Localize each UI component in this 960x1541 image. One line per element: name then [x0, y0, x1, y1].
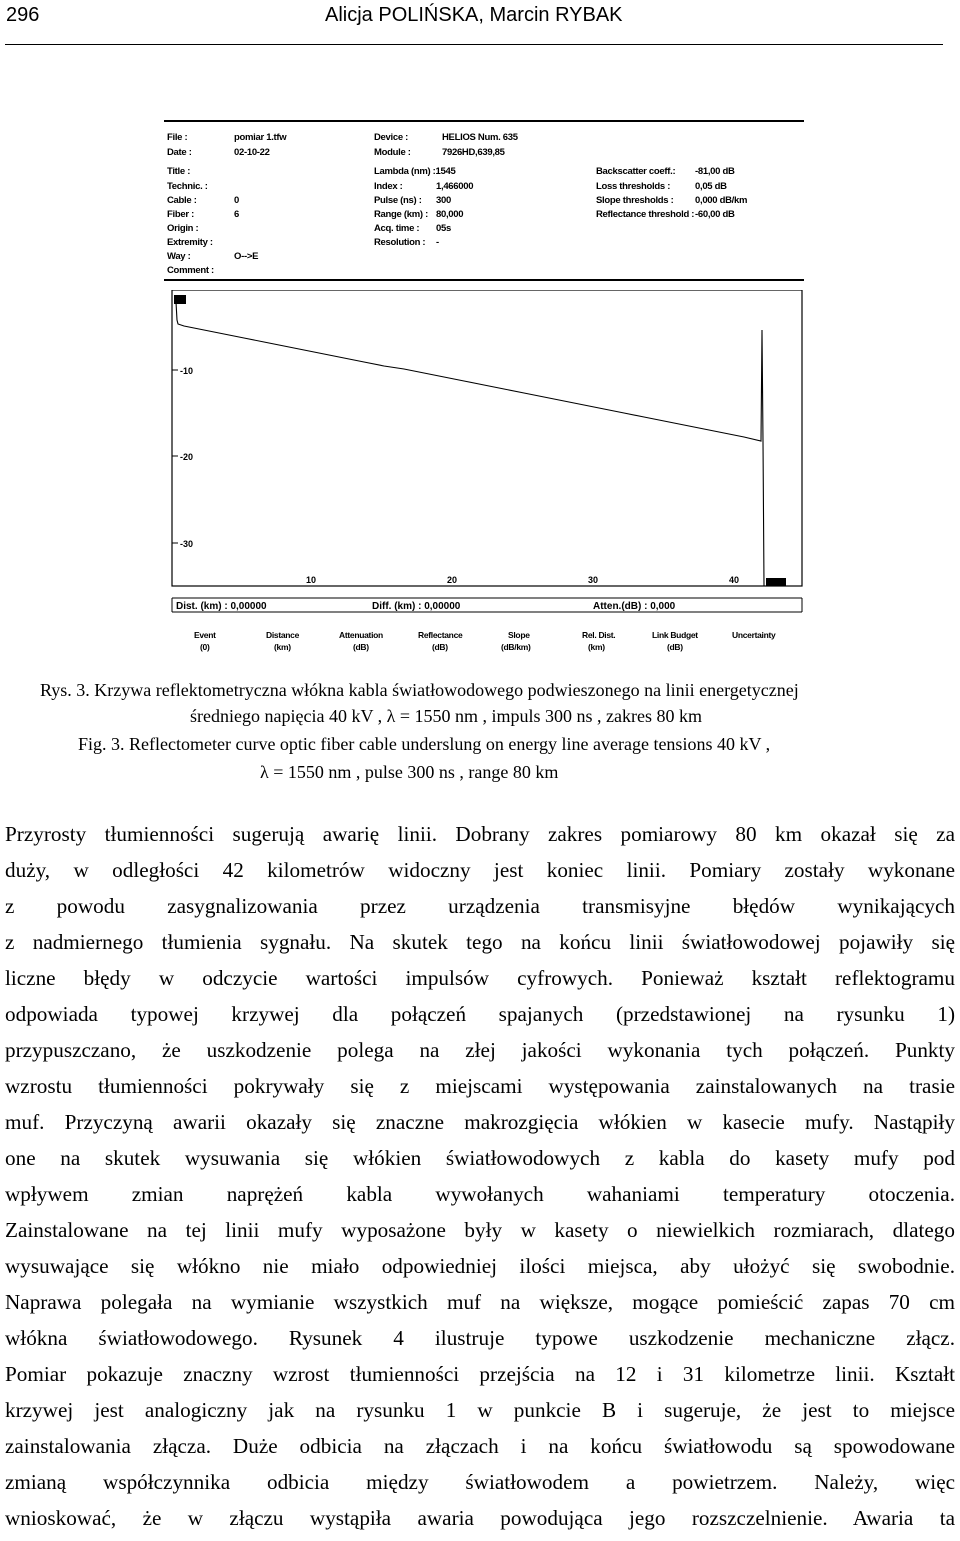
body-line: wpływem zmian naprężeń kabla wywołanych wahaniami temperatury otoczenia. — [5, 1182, 955, 1206]
x-tick-label: 10 — [306, 575, 317, 585]
backscatter-value: -81,00 dB — [695, 166, 735, 177]
loss-threshold-label: Loss thresholds : — [596, 181, 671, 192]
reflectance-threshold-label: Reflectance threshold : — [596, 209, 695, 220]
file-label: File : — [167, 132, 188, 143]
device-value: HELIOS Num. 635 — [442, 132, 518, 143]
date-value: 02-10-22 — [234, 147, 270, 158]
x-axis-ticks — [306, 575, 739, 585]
y-tick-label: -20 — [180, 452, 194, 462]
caption-pl-line-2: średniego napięcia 40 kV , λ = 1550 nm , impuls 300 ns , zakres 80 km — [190, 706, 702, 726]
body-line: wysuwające się włókno nie miało odpowiedniej ilości miejsca, aby ułożyć się swobodnie. — [5, 1254, 955, 1278]
acq-value: 05s — [436, 223, 451, 234]
atten-readout: Atten.(dB) : 0,000 — [593, 601, 676, 612]
pulse-label: Pulse (ns) : — [374, 195, 422, 206]
date-label: Date : — [167, 147, 192, 158]
backscatter-label: Backscatter coeff.: — [596, 166, 676, 177]
reflectance-col-name: Reflectance — [418, 630, 463, 640]
rel-dist-col-unit: (km) — [588, 642, 605, 652]
origin-label: Origin : — [167, 223, 199, 234]
event-table-header — [164, 625, 804, 665]
header-rule-bottom — [164, 279, 804, 281]
body-line: wnioskować, że w złączu wystąpiła awaria powodująca jego rozszczelnienie. Awaria ta — [5, 1506, 955, 1530]
x-tick-label: 30 — [588, 575, 599, 585]
fiber-label: Fiber : — [167, 209, 194, 220]
y-tick-label: -10 — [180, 366, 194, 376]
file-value: pomiar 1.tfw — [234, 132, 287, 143]
end-cursor-marker — [766, 578, 786, 586]
distance-col-unit: (km) — [274, 642, 291, 652]
acq-label: Acq. time : — [374, 223, 420, 234]
slope-threshold-value: 0,000 dB/km — [695, 195, 748, 206]
index-label: Index : — [374, 181, 403, 192]
body-line: Przyrosty tłumienności sugerują awarię linii. Dobrany zakres pomiarowy 80 km okazał się za — [5, 822, 955, 846]
body-line: duży, w odległości 42 kilometrów widoczny jest koniec linii. Pomiary zostały wykonane — [5, 858, 955, 882]
comment-label: Comment : — [167, 265, 214, 276]
resolution-label: Resolution : — [374, 237, 426, 248]
slope-threshold-label: Slope thresholds : — [596, 195, 674, 206]
caption-en-line-2: λ = 1550 nm , pulse 300 ns , range 80 km — [260, 762, 559, 782]
attenuation-col-name: Attenuation — [339, 630, 383, 640]
technic-label: Technic. : — [167, 181, 208, 192]
title-label: Title : — [167, 166, 191, 177]
body-text — [5, 816, 955, 1536]
otdr-measurement-header — [164, 120, 804, 282]
module-label: Module : — [374, 147, 411, 158]
body-line: liczne błędy w odczycie wartości impulsów cyfrowych. Ponieważ kształt reflektogramu — [5, 966, 955, 990]
index-value: 1,466000 — [436, 181, 474, 192]
x-tick-label: 40 — [729, 575, 740, 585]
otdr-figure — [164, 120, 804, 665]
attenuation-col-unit: (dB) — [353, 642, 369, 652]
body-line: odpowiada typowej krzywej dla połączeń spajanych (przedstawionej na rysunku 1) — [5, 1002, 955, 1026]
y-axis-ticks — [172, 366, 193, 549]
header-rule — [5, 44, 943, 45]
pulse-value: 300 — [436, 195, 451, 206]
way-label: Way : — [167, 251, 191, 262]
event-col-name: Event — [194, 630, 216, 640]
plot-frame — [172, 290, 802, 586]
slope-col-unit: (dB/km) — [501, 642, 531, 652]
event-col-unit: (0) — [200, 642, 210, 652]
range-value: 80,000 — [436, 209, 464, 220]
range-label: Range (km) : — [374, 209, 428, 220]
caption-en-line-1: Fig. 3. Reflectometer curve optic fiber cable underslung on energy line average tensions 40 kV , — [78, 734, 771, 754]
body-line: Pomiar pokazuje znaczny wzrost tłumienności przejścia na 12 i 31 kilometrze linii. Kształt — [5, 1362, 955, 1386]
rel-dist-col-name: Rel. Dist. — [582, 630, 616, 640]
reflectance-col-unit: (dB) — [432, 642, 448, 652]
diff-readout: Diff. (km) : 0,00000 — [372, 601, 461, 612]
body-line: włókna światłowodowego. Rysunek 4 ilustruje typowe uszkodzenie mechaniczne złącz. — [5, 1326, 955, 1350]
running-head-authors: Alicja POLIŃSKA, Marcin RYBAK — [325, 4, 623, 26]
body-line: one na skutek wysuwania się włókien światłowodowych z kabla do kasety mufy pod — [5, 1146, 955, 1170]
device-label: Device : — [374, 132, 409, 143]
x-tick-label: 20 — [447, 575, 458, 585]
link-budget-col-name: Link Budget — [652, 630, 698, 640]
slope-col-name: Slope — [508, 630, 530, 640]
fiber-value: 6 — [234, 209, 239, 220]
module-value: 7926HD,639,85 — [442, 147, 505, 158]
body-line: muf. Przyczyną awarii okazały się znaczne makrozgięcia włókien w kasecie mufy. Nastąpiły — [5, 1110, 955, 1134]
body-line: Naprawa polegała na wymianie wszystkich muf na większe, mogące pomieścić zapas 70 cm — [5, 1290, 955, 1314]
y-tick-label: -30 — [180, 539, 194, 549]
body-line: przypuszczano, że uszkodzenie polega na złej jakości wykonania tych połączeń. Punkty — [5, 1038, 955, 1062]
body-line: zainstalowania złącza. Duże odbicia na złączach i na końcu światłowodu są spowodowane — [5, 1434, 955, 1458]
otdr-backscatter-trace — [174, 302, 764, 586]
distance-col-name: Distance — [266, 630, 300, 640]
link-budget-col-unit: (dB) — [667, 642, 683, 652]
body-line: Zainstalowane na tej linii mufy wyposażone były w kasety o niewielkich rozmiarach, dlatego — [5, 1218, 955, 1242]
body-line: z nadmiernego tłumienia sygnału. Na skutek tego na końcu linii światłowodowej pojawiły się — [5, 930, 955, 954]
resolution-value: - — [436, 237, 439, 248]
page-number: 296 — [6, 4, 40, 26]
cable-value: 0 — [234, 195, 239, 206]
lambda-label: Lambda (nm) :1545 — [374, 166, 456, 177]
header-rule-top — [164, 120, 804, 122]
way-value: O-->E — [234, 251, 259, 262]
loss-threshold-value: 0,05 dB — [695, 181, 727, 192]
cable-label: Cable : — [167, 195, 197, 206]
otdr-trace-plot — [164, 290, 804, 620]
uncertainty-col-name: Uncertainty — [732, 630, 776, 640]
dist-readout: Dist. (km) : 0,00000 — [176, 601, 267, 612]
body-line: krzywej jest analogiczny jak na rysunku 1 w punkcie B i sugeruje, że jest to miejsce — [5, 1398, 955, 1422]
body-line: z powodu zasygnalizowania przez urządzenia transmisyjne błędów wynikających — [5, 894, 955, 918]
body-line: zmianą współczynnika odbicia między światłowodem a powietrzem. Należy, więc — [5, 1470, 955, 1494]
body-line: wzrostu tłumienności pokrywały się z miejscami występowania zainstalowanych na trasie — [5, 1074, 955, 1098]
extremity-label: Extremity : — [167, 237, 213, 248]
reflectance-threshold-value: -60,00 dB — [695, 209, 735, 220]
caption-pl-line-1: Rys. 3. Krzywa reflektometryczna włókna kabla światłowodowego podwieszonego na linii energetycznej — [40, 680, 799, 700]
